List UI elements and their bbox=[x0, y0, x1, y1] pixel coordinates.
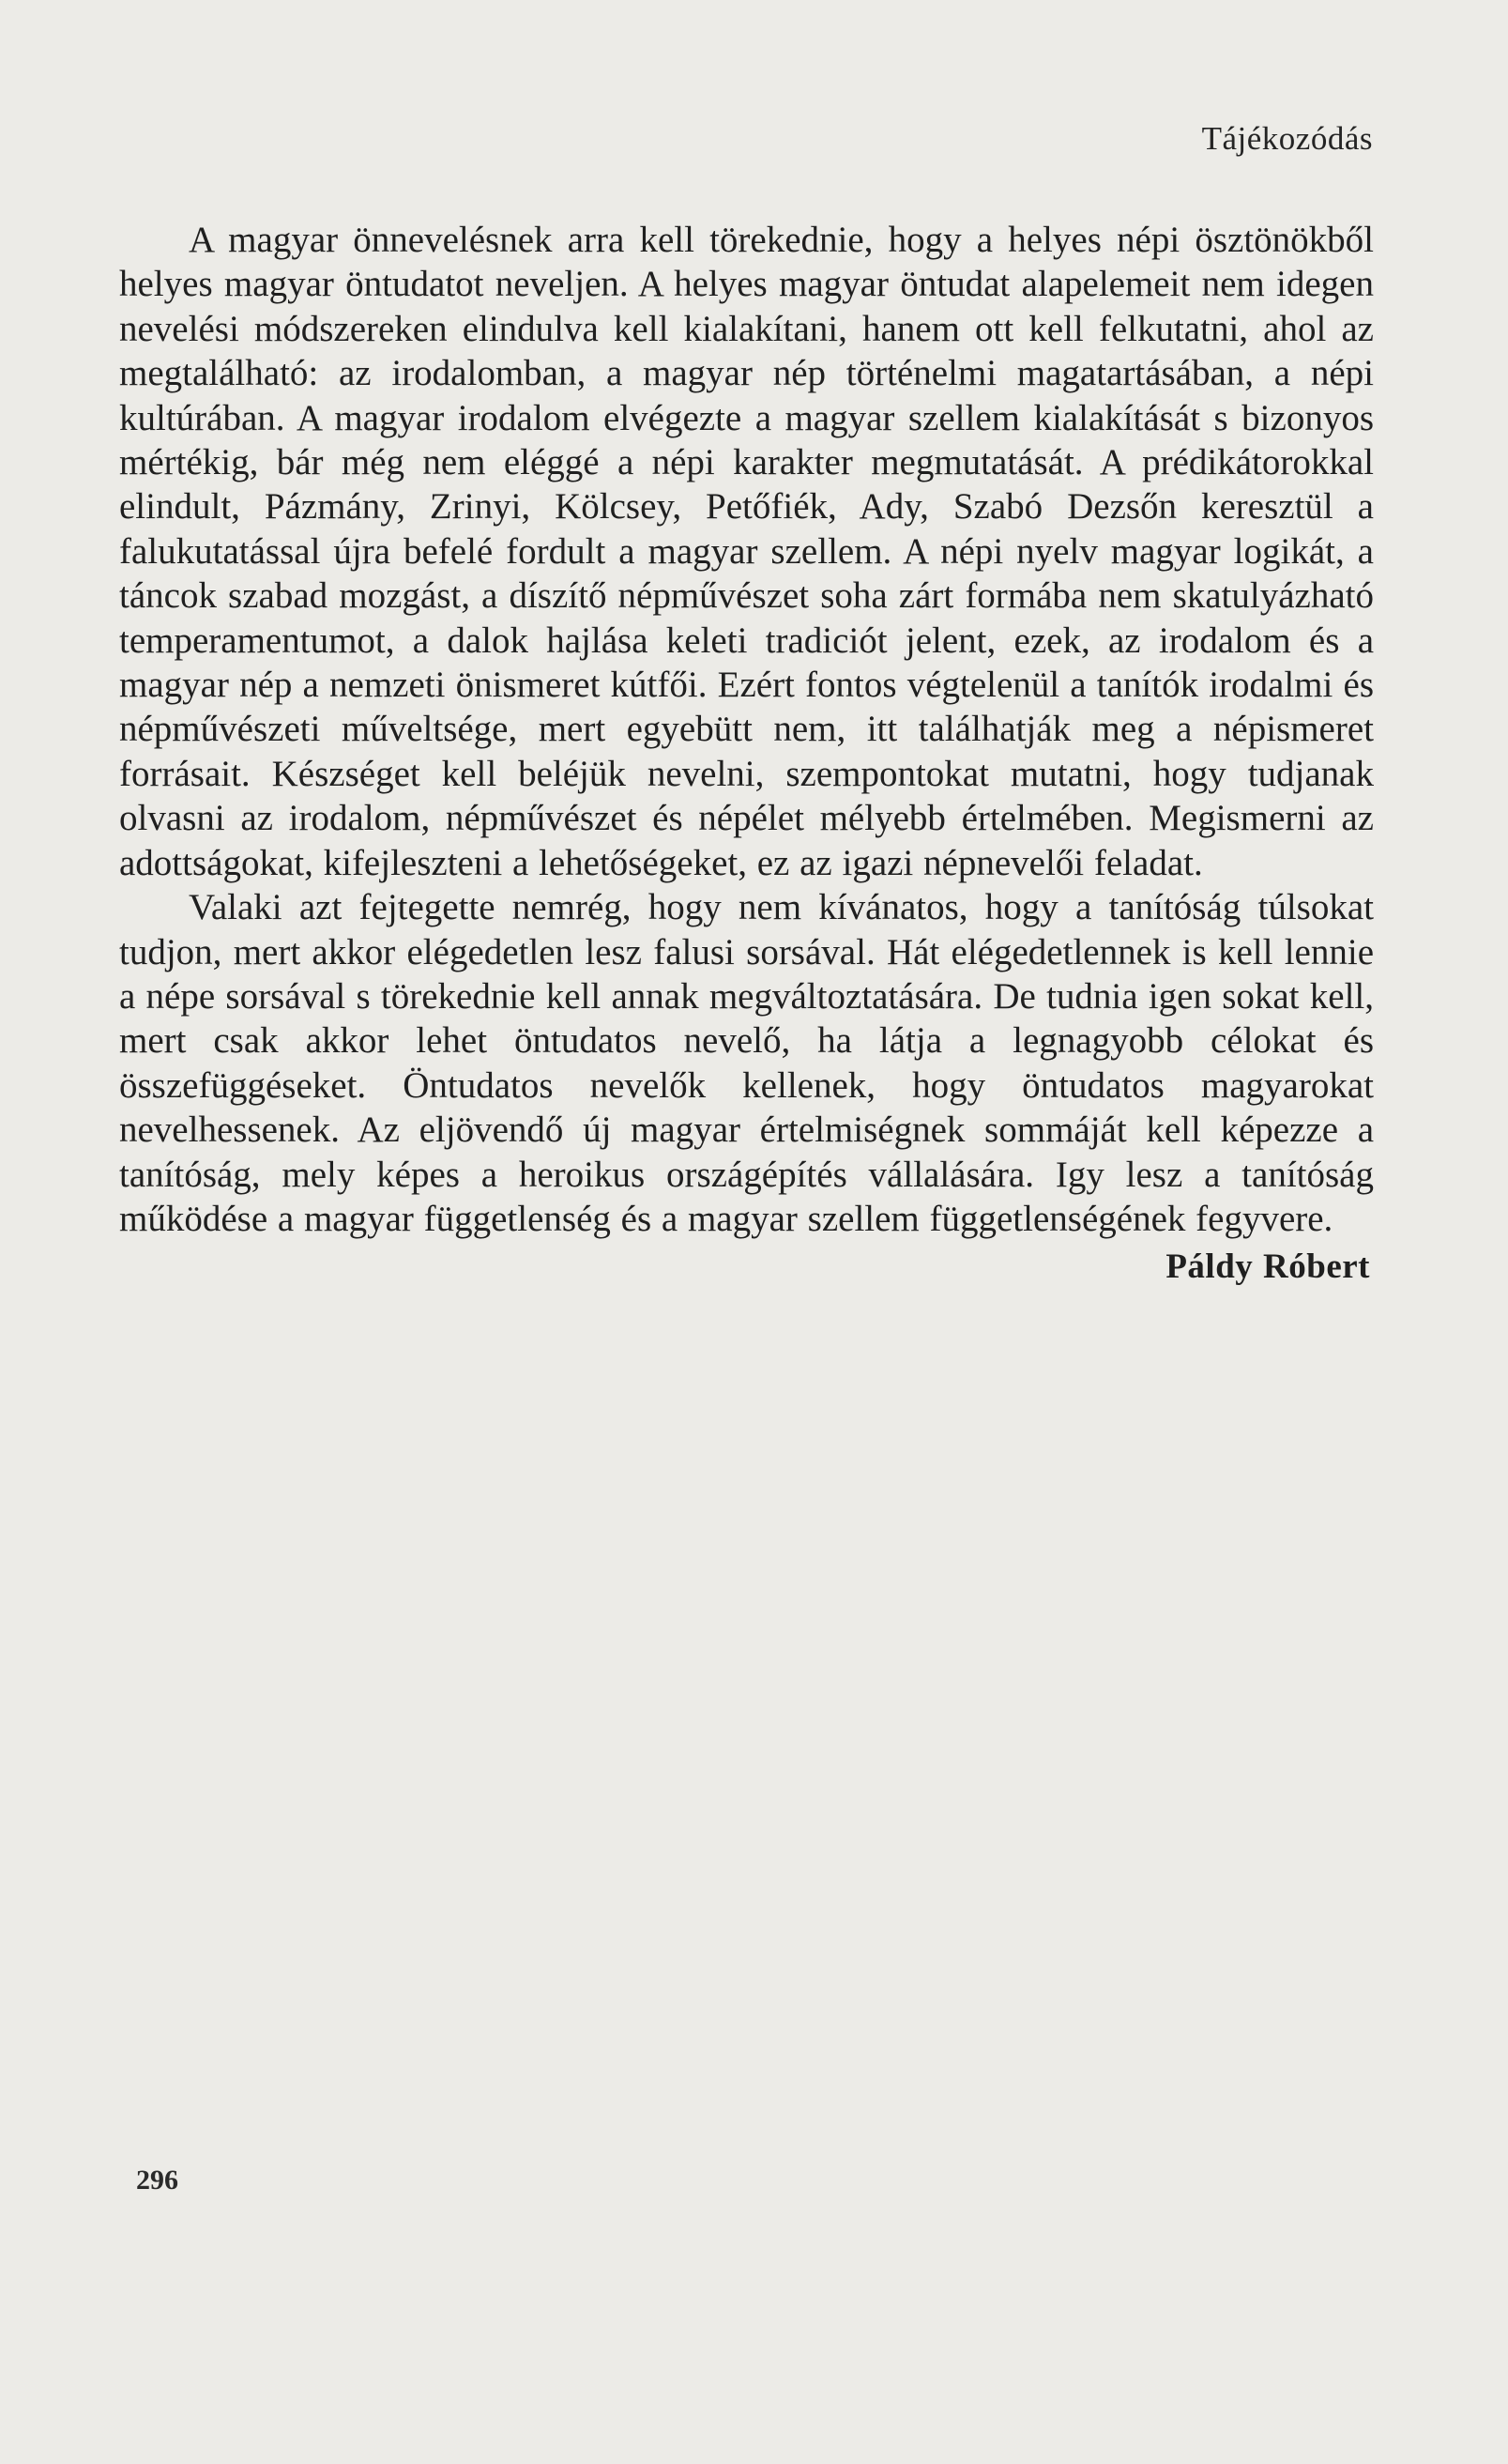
author-signature: Páldy Róbert bbox=[1165, 1247, 1370, 1287]
running-header-title: Tájékozódás bbox=[1201, 120, 1373, 157]
paragraph-1: A magyar önnevelésnek arra kell törekednie, hogy a helyes népi ösztönökből helyes magyar öntudatot neveljen. A helyes magyar öntudat alapelemeit nem idegen nevelési módszereken elindulva kell kialakítani, hanem ott kell felkutatni, ahol az megtalálható: az irodalomban, a magyar nép történelmi magatartásában, a népi kultúrában. A magyar irodalom elvégezte a magyar szellem kialakítását s bizonyos mértékig, bár még nem eléggé a népi karakter megmutatását. A prédikátorokkal elindult, Pázmány, Zrinyi, Kölcsey, Petőfiék, Ady, Szabó Dezsőn keresztül a falukutatással újra befelé fordult a magyar szellem. A népi nyelv magyar logikát, a táncok szabad mozgást, a díszítő népművészet soha zárt formába nem skatulyázható temperamentumot, a dalok hajlása keleti tradiciót jelent, ezek, az irodalom és a magyar nép a nemzeti önismeret kútfői. Ezért fontos végtelenül a tanítók irodalmi és népművészeti műveltsége, mert egyebütt nem, itt találhatják meg a népismeret forrásait. Készséget kell beléjük nevelni, szempontokat mutatni, hogy tudjanak olvasni az irodalom, népművészet és népélet mélyebb értelmében. Megismerni az adottságokat, kifejleszteni a lehetőségeket, ez az igazi népnevelői feladat. bbox=[119, 220, 1374, 883]
paragraph-2: Valaki azt fejtegette nemrég, hogy nem kívánatos, hogy a tanítóság túlsokat tudjon, mert akkor elégedetlen lesz falusi sorsával. Hát elégedetlennek is kell lennie a népe sorsával s törekednie kell annak megváltoztatására. De tudnia igen sokat kell, mert csak akkor lehet öntudatos nevelő, ha látja a legnagyobb célokat és összefüggéseket. Öntudatos nevelők kellenek, hogy öntudatos magyarokat nevelhessenek. Az eljövendő új magyar értelmiségnek sommáját kell képezze a tanítóság, mely képes a heroikus országépítés vállalására. Igy lesz a tanítóság működése a magyar függetlenség és a magyar szellem függetlenségének fegyvere. bbox=[119, 887, 1374, 1239]
page-number: 296 bbox=[136, 2165, 178, 2196]
article-body bbox=[119, 218, 1374, 1290]
